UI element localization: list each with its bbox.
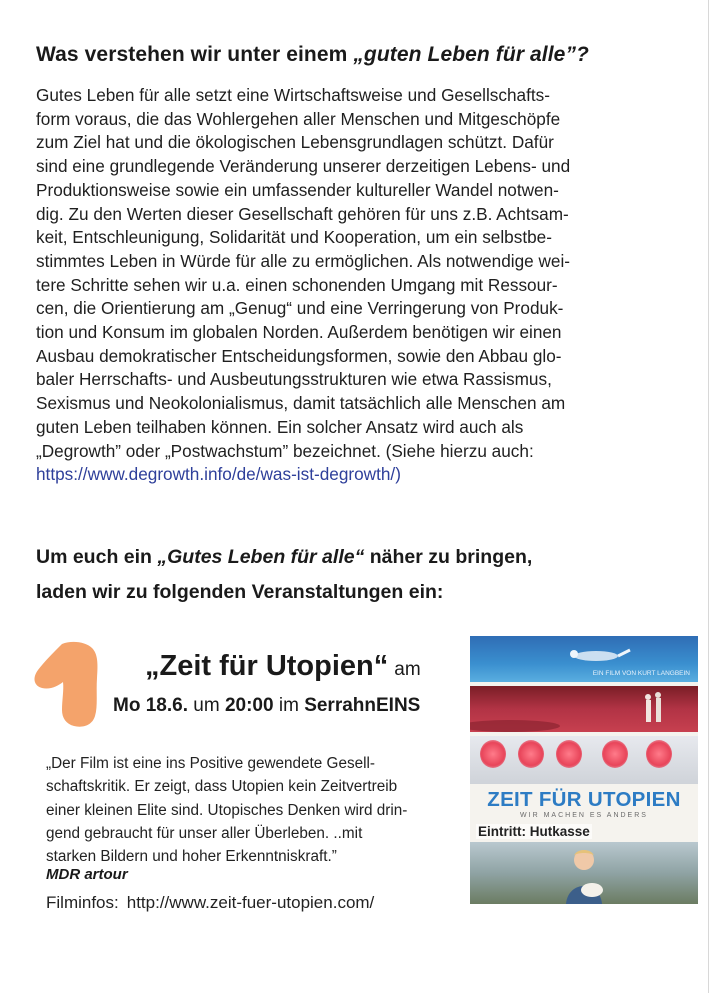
event-title [145,650,421,683]
poster-flares-image [470,736,698,784]
body-line: keit, Entschleunigung, Solidarität und Kooperation, um ein selbstbe- [36,227,552,248]
event-date-line [113,695,420,717]
poster-flare-icon [602,740,628,768]
poster-entry-fee: Eintritt: Hutkasse [478,824,590,839]
body-line: Gutes Leben für alle setzt eine Wirtschaftsweise und Gesellschafts- [36,85,550,105]
event-title-suffix: am [394,659,421,680]
body-line: cen, die Orientierung am „Genug“ und eine Verringerung von Produk- [36,298,564,319]
poster-credit: EIN FILM VON KURT LANGBEIN [592,670,690,677]
filminfo-link[interactable]: http://www.zeit-fuer-utopien.com/ [126,893,375,912]
body-line: tere Schritte sehen wir u.a. einen schonenden Umgang mit Ressour- [36,274,558,295]
body-line: guten Leben teilhaben können. Ein solcher Ansatz wird auch als [36,416,524,437]
body-line: baler Herrschafts- und Ausbeutungsstrukturen wie etwa Rassismus, [36,369,552,390]
body-line: stimmtes Leben in Würde für alle zu ermöglichen. Als notwendige wei- [36,250,571,271]
poster-flare-icon [480,740,506,768]
degrowth-link[interactable]: https://www.degrowth.info/de/was-ist-degrowth/) [36,464,401,485]
intro-heading [36,43,686,67]
body-line: zum Ziel hat und die ökologischen Lebensgrundlagen schützt. Dafür [36,132,554,153]
poster-title: ZEIT FÜR UTOPIEN [487,788,681,811]
quote-line: einer kleinen Elite sind. Utopisches Denken wird drin- [46,801,408,819]
invite-text: Um euch ein [36,546,158,568]
body-line: dig. Zu den Werten dieser Gesellschaft gehören für uns z.B. Achtsam- [36,203,569,224]
poster-flare-icon [556,740,582,768]
quote-line: „Der Film ist eine ins Positive gewendete Gesell- [46,755,376,772]
body-line: Ausbau demokratischer Entscheidungsformen, sowie den Abbau glo- [36,345,562,366]
poster-red-field-image [470,686,698,732]
quote-line: starken Bildern und hoher Erkenntniskraft.” [46,848,337,866]
invite-heading [36,540,686,610]
intro-body [36,84,686,487]
body-line: tion und Konsum im globalen Norden. Außerdem benötigen wir einen [36,322,562,343]
intro-heading-emphasis: „guten Leben für alle”? [353,43,589,66]
quote-line: gend gebraucht für unser aller Überleben. ..mit [46,824,363,842]
poster-underwater-image [470,636,698,682]
film-quote [46,752,466,868]
page-edge-divider [708,0,709,993]
filminfo-label: Filminfos: [46,893,119,912]
intro-heading-text: Was verstehen wir unter einem [36,43,354,66]
event-film-title: „Zeit für Utopien“ [145,650,389,682]
film-poster [470,636,698,904]
invite-heading-line2: laden wir zu folgenden Veranstaltungen ein: [36,581,444,603]
poster-people-icon [470,686,698,732]
body-line: form voraus, die das Wohlergehen aller Menschen und Mitgeschöpfe [36,108,561,129]
body-line: sind eine grundlegende Veränderung unserer derzeitigen Lebens- und [36,156,571,177]
body-line: Produktionsweise sowie ein umfassender kultureller Wandel notwen- [36,179,559,200]
event-number-one-icon [28,640,118,730]
poster-woman-with-lamb-icon [562,846,606,904]
body-line: „Degrowth” oder „Postwachstum” bezeichnet. (Siehe hierzu auch: [36,440,534,461]
invite-heading-line1 [36,540,686,575]
poster-flare-icon [646,740,672,768]
poster-flare-icon [518,740,544,768]
event-day: Mo 18.6. [113,695,188,716]
quote-source: MDR artour [46,866,128,883]
event-time: 20:00 [224,695,274,716]
body-line: Sexismus und Neokolonialismus, damit tatsächlich alle Menschen am [36,393,566,414]
filminfo [46,893,374,913]
invite-emphasis: „Gutes Leben für alle“ [157,546,365,568]
event-um: um [193,695,220,716]
poster-subtitle: WIR MACHEN ES ANDERS [520,812,648,819]
invite-text: näher zu bringen, [364,546,533,568]
event-venue: SerrahnEINS [304,695,421,716]
event-im: im [278,695,299,716]
quote-line: schaftskritik. Er zeigt, dass Utopien kein Zeitvertreib [46,778,398,796]
